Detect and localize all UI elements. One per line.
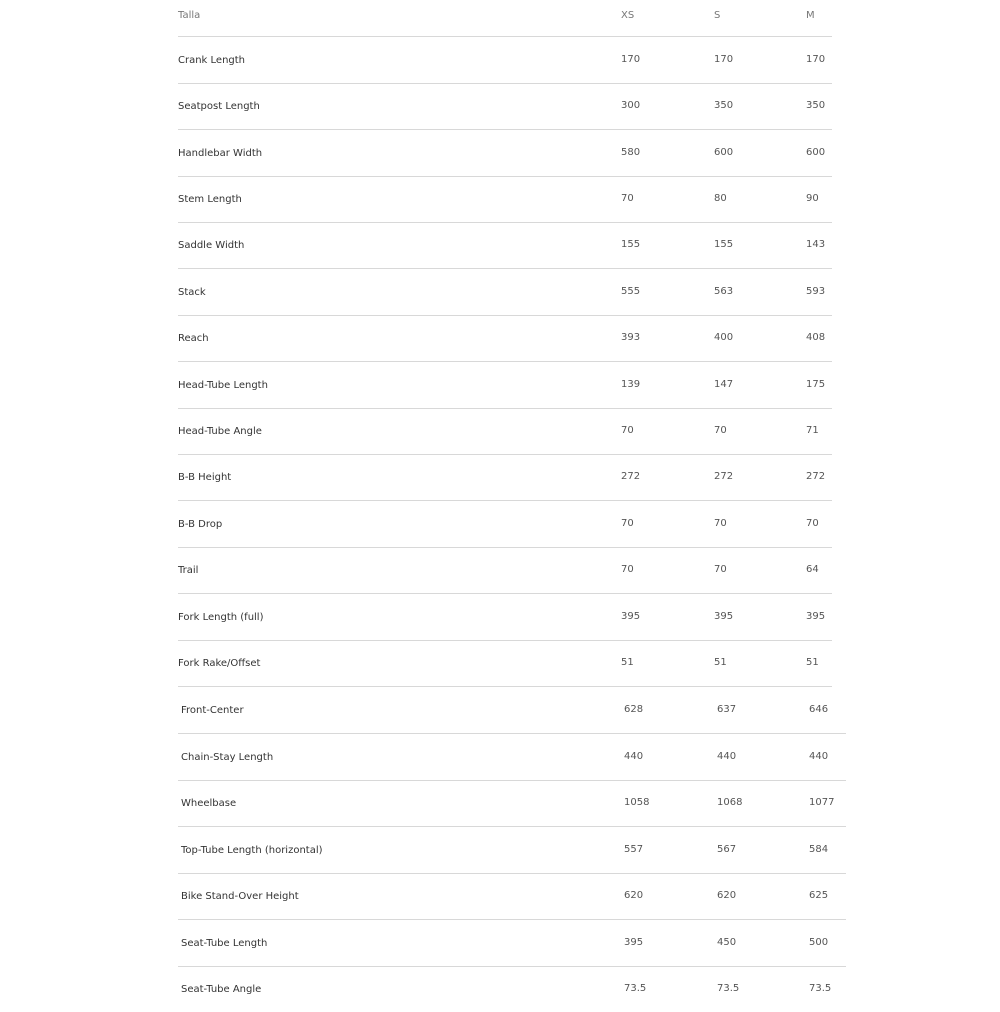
- cell-s: 272: [714, 471, 734, 482]
- cell-s: 400: [714, 332, 734, 343]
- row-label: Wheelbase: [181, 798, 237, 809]
- cell-s: 70: [714, 425, 727, 436]
- cell-s: 350: [714, 100, 734, 111]
- table-row: [178, 687, 846, 734]
- cell-s: 440: [717, 751, 737, 762]
- row-label: Fork Length (full): [178, 612, 264, 623]
- cell-m: 600: [806, 147, 826, 158]
- row-label: Saddle Width: [178, 240, 245, 251]
- cell-s: 563: [714, 286, 734, 297]
- cell-s: 70: [714, 518, 727, 529]
- table-row: [178, 734, 846, 781]
- cell-m: 170: [806, 54, 826, 65]
- table-header-row: [178, 0, 832, 37]
- row-label: Head-Tube Length: [178, 380, 268, 391]
- cell-m: 90: [806, 193, 819, 204]
- cell-xs: 139: [621, 379, 641, 390]
- cell-s: 147: [714, 379, 734, 390]
- cell-m: 584: [809, 844, 829, 855]
- cell-s: 600: [714, 147, 734, 158]
- cell-xs: 395: [621, 611, 641, 622]
- cell-xs: 1058: [624, 797, 650, 808]
- table-row: [178, 827, 846, 874]
- cell-xs: 73.5: [624, 983, 647, 994]
- row-label: B-B Height: [178, 472, 232, 483]
- cell-s: 73.5: [717, 983, 740, 994]
- row-label: Stack: [178, 287, 206, 298]
- table-row: [178, 315, 832, 362]
- row-label: Fork Rake/Offset: [178, 658, 261, 669]
- table-row: [178, 269, 832, 316]
- cell-s: 620: [717, 890, 737, 901]
- cell-s: 450: [717, 937, 737, 948]
- table-row: [178, 547, 832, 594]
- cell-m: 64: [806, 564, 819, 575]
- cell-xs: 70: [621, 564, 634, 575]
- cell-xs: 272: [621, 471, 641, 482]
- table-row: [178, 501, 832, 548]
- cell-m: 51: [806, 657, 819, 668]
- cell-xs: 580: [621, 147, 641, 158]
- row-label: Seat-Tube Angle: [181, 984, 262, 995]
- cell-m: 593: [806, 286, 826, 297]
- table-row: [178, 362, 832, 409]
- row-label: Head-Tube Angle: [178, 426, 262, 437]
- row-label: Bike Stand-Over Height: [181, 891, 299, 902]
- row-label: Chain-Stay Length: [181, 752, 274, 763]
- row-label: Stem Length: [178, 194, 242, 205]
- cell-xs: 170: [621, 54, 641, 65]
- cell-xs: 300: [621, 100, 641, 111]
- cell-xs: 628: [624, 704, 644, 715]
- cell-xs: 70: [621, 425, 634, 436]
- cell-xs: 620: [624, 890, 644, 901]
- table-row: [178, 408, 832, 455]
- cell-s: 395: [714, 611, 734, 622]
- table-row: [178, 594, 832, 641]
- header-label: Talla: [178, 10, 201, 21]
- table-row: [178, 83, 832, 130]
- header-size-m: M: [806, 10, 815, 21]
- cell-s: 637: [717, 704, 737, 715]
- cell-m: 73.5: [809, 983, 832, 994]
- cell-m: 1077: [809, 797, 835, 808]
- cell-m: 143: [806, 239, 826, 250]
- cell-xs: 70: [621, 193, 634, 204]
- cell-s: 155: [714, 239, 734, 250]
- row-label: Reach: [178, 333, 209, 344]
- row-label: Front-Center: [181, 705, 244, 716]
- table-row: [178, 176, 832, 223]
- cell-m: 625: [809, 890, 829, 901]
- cell-s: 567: [717, 844, 737, 855]
- table-row: [178, 640, 832, 687]
- cell-xs: 51: [621, 657, 634, 668]
- table-row: [178, 130, 832, 177]
- cell-m: 395: [806, 611, 826, 622]
- cell-s: 51: [714, 657, 727, 668]
- table-row: [178, 454, 832, 501]
- cell-m: 440: [809, 751, 829, 762]
- table-row: [178, 920, 846, 967]
- header-size-xs: XS: [621, 10, 635, 21]
- cell-xs: 440: [624, 751, 644, 762]
- cell-m: 272: [806, 471, 826, 482]
- cell-s: 80: [714, 193, 727, 204]
- cell-xs: 557: [624, 844, 644, 855]
- row-label: Seatpost Length: [178, 101, 260, 112]
- cell-m: 175: [806, 379, 826, 390]
- cell-s: 1068: [717, 797, 743, 808]
- row-label: B-B Drop: [178, 519, 223, 530]
- cell-m: 500: [809, 937, 829, 948]
- cell-s: 170: [714, 54, 734, 65]
- table-row: [178, 37, 832, 84]
- table-row: [178, 873, 846, 920]
- row-label: Top-Tube Length (horizontal): [181, 845, 323, 856]
- cell-xs: 155: [621, 239, 641, 250]
- cell-xs: 393: [621, 332, 641, 343]
- cell-xs: 395: [624, 937, 644, 948]
- header-size-s: S: [714, 10, 721, 21]
- table-row: [178, 966, 846, 1012]
- cell-xs: 555: [621, 286, 641, 297]
- row-label: Trail: [178, 565, 199, 576]
- cell-m: 646: [809, 704, 829, 715]
- cell-m: 71: [806, 425, 819, 436]
- row-label: Seat-Tube Length: [181, 938, 268, 949]
- table-row: [178, 780, 846, 827]
- cell-m: 70: [806, 518, 819, 529]
- row-label: Crank Length: [178, 55, 246, 66]
- cell-m: 408: [806, 332, 826, 343]
- table-row: [178, 222, 832, 269]
- row-label: Handlebar Width: [178, 148, 263, 159]
- cell-s: 70: [714, 564, 727, 575]
- cell-m: 350: [806, 100, 826, 111]
- cell-xs: 70: [621, 518, 634, 529]
